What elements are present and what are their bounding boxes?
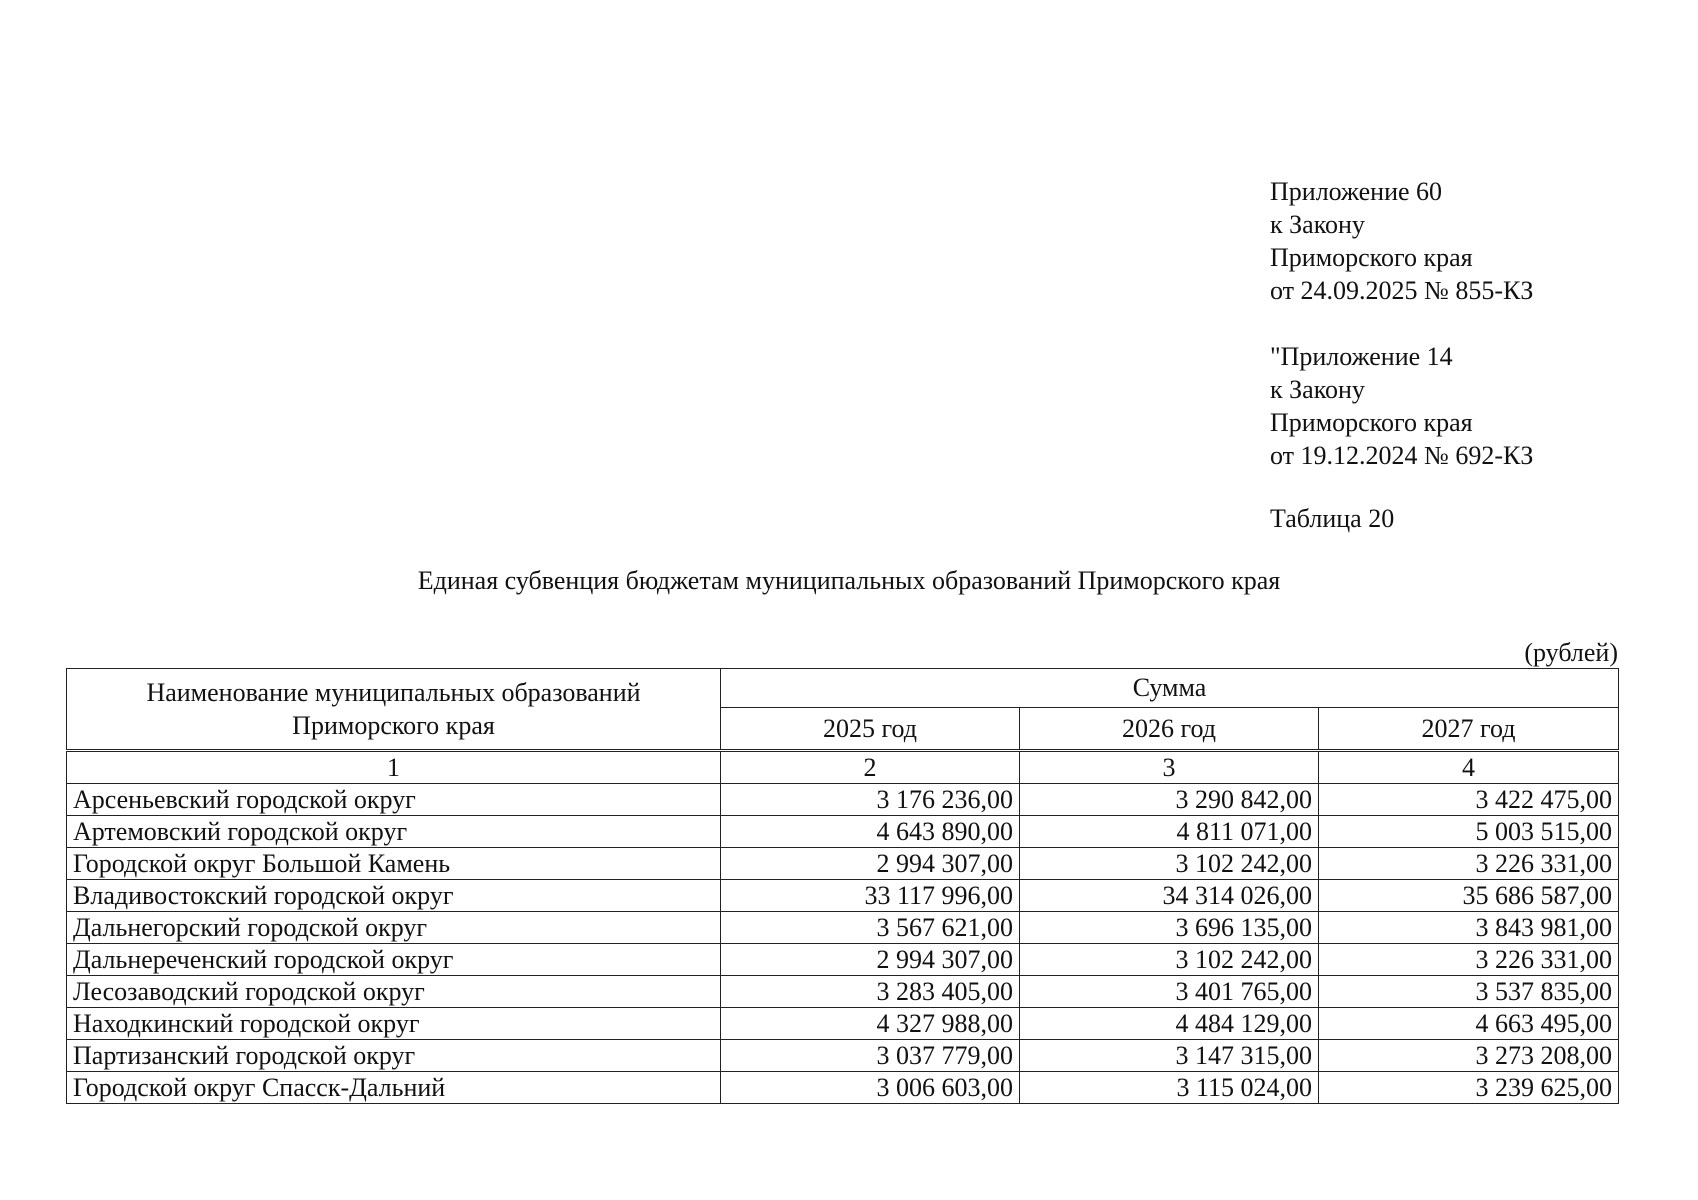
amount-2026: 3 102 242,00 xyxy=(1020,944,1319,976)
column-number: 3 xyxy=(1020,751,1319,784)
table-row xyxy=(67,848,1619,880)
amount-2025: 2 994 307,00 xyxy=(721,944,1020,976)
table-number: Таблица 20 xyxy=(1270,504,1395,533)
annex-original-line4: от 19.12.2024 № 692-КЗ xyxy=(1270,441,1534,470)
amount-2027: 5 003 515,00 xyxy=(1319,816,1619,848)
municipality-name: Партизанский городской округ xyxy=(67,1040,721,1072)
amount-2026: 3 696 135,00 xyxy=(1020,912,1319,944)
amount-2027: 4 663 495,00 xyxy=(1319,1008,1619,1040)
table-row xyxy=(67,1040,1619,1072)
amount-2025: 4 643 890,00 xyxy=(721,816,1020,848)
amount-2026: 4 484 129,00 xyxy=(1020,1008,1319,1040)
amount-2026: 3 147 315,00 xyxy=(1020,1040,1319,1072)
amount-2027: 35 686 587,00 xyxy=(1319,880,1619,912)
annex-original-block xyxy=(1270,340,1533,472)
amount-2026: 3 102 242,00 xyxy=(1020,848,1319,880)
table-row xyxy=(67,784,1619,816)
municipality-name: Находкинский городской округ xyxy=(67,1008,721,1040)
municipality-name: Дальнегорский городской округ xyxy=(67,912,721,944)
table-row xyxy=(67,1008,1619,1040)
table-row xyxy=(67,880,1619,912)
amount-2025: 3 283 405,00 xyxy=(721,976,1020,1008)
municipality-name: Артемовский городской округ xyxy=(67,816,721,848)
document-title: Единая субвенция бюджетам муниципальных образований Приморского края xyxy=(417,566,1281,595)
municipality-name: Владивостокский городской округ xyxy=(67,880,721,912)
amount-2026: 3 401 765,00 xyxy=(1020,976,1319,1008)
column-number: 2 xyxy=(721,751,1020,784)
annex-original-line2: к Закону xyxy=(1270,375,1365,404)
amount-2026: 3 115 024,00 xyxy=(1020,1072,1319,1104)
amount-2025: 33 117 996,00 xyxy=(721,880,1020,912)
column-number-row xyxy=(67,751,1619,784)
annex-current-line3: Приморского края xyxy=(1270,243,1473,272)
municipality-name: Дальнереченский городской округ xyxy=(67,944,721,976)
units-label: (рублей) xyxy=(1524,638,1618,667)
municipality-name: Лесозаводский городской округ xyxy=(67,976,721,1008)
annex-current-block xyxy=(1270,175,1533,307)
header-sum: Сумма xyxy=(721,669,1619,708)
column-number: 4 xyxy=(1319,751,1619,784)
municipality-name: Городской округ Спасск-Дальний xyxy=(67,1072,721,1104)
table-row xyxy=(67,912,1619,944)
annex-current-line1: Приложение 60 xyxy=(1270,177,1443,206)
amount-2025: 3 567 621,00 xyxy=(721,912,1020,944)
amount-2027: 3 273 208,00 xyxy=(1319,1040,1619,1072)
table-row xyxy=(67,944,1619,976)
amount-2027: 3 226 331,00 xyxy=(1319,944,1619,976)
subvention-table xyxy=(66,668,1619,1104)
annex-original-line3: Приморского края xyxy=(1270,408,1473,437)
amount-2026: 4 811 071,00 xyxy=(1020,816,1319,848)
amount-2026: 34 314 026,00 xyxy=(1020,880,1319,912)
municipality-name: Городской округ Большой Камень xyxy=(67,848,721,880)
municipality-name: Арсеньевский городской округ xyxy=(67,784,721,816)
header-year-2026: 2026 год xyxy=(1020,708,1319,751)
table-row xyxy=(67,816,1619,848)
amount-2027: 3 843 981,00 xyxy=(1319,912,1619,944)
header-municipality-name: Наименование муниципальных образований Приморского края xyxy=(67,669,721,751)
table-row xyxy=(67,976,1619,1008)
amount-2025: 3 037 779,00 xyxy=(721,1040,1020,1072)
amount-2025: 3 176 236,00 xyxy=(721,784,1020,816)
amount-2027: 3 537 835,00 xyxy=(1319,976,1619,1008)
annex-current-line4: от 24.09.2025 № 855-КЗ xyxy=(1270,276,1534,305)
column-number: 1 xyxy=(67,751,721,784)
annex-original-line1: "Приложение 14 xyxy=(1270,342,1453,371)
amount-2027: 3 226 331,00 xyxy=(1319,848,1619,880)
amount-2025: 2 994 307,00 xyxy=(721,848,1020,880)
annex-current-line2: к Закону xyxy=(1270,210,1365,239)
table-row xyxy=(67,1072,1619,1104)
amount-2026: 3 290 842,00 xyxy=(1020,784,1319,816)
amount-2027: 3 422 475,00 xyxy=(1319,784,1619,816)
amount-2025: 3 006 603,00 xyxy=(721,1072,1020,1104)
header-year-2025: 2025 год xyxy=(721,708,1020,751)
amount-2025: 4 327 988,00 xyxy=(721,1008,1020,1040)
header-year-2027: 2027 год xyxy=(1319,708,1619,751)
amount-2027: 3 239 625,00 xyxy=(1319,1072,1619,1104)
